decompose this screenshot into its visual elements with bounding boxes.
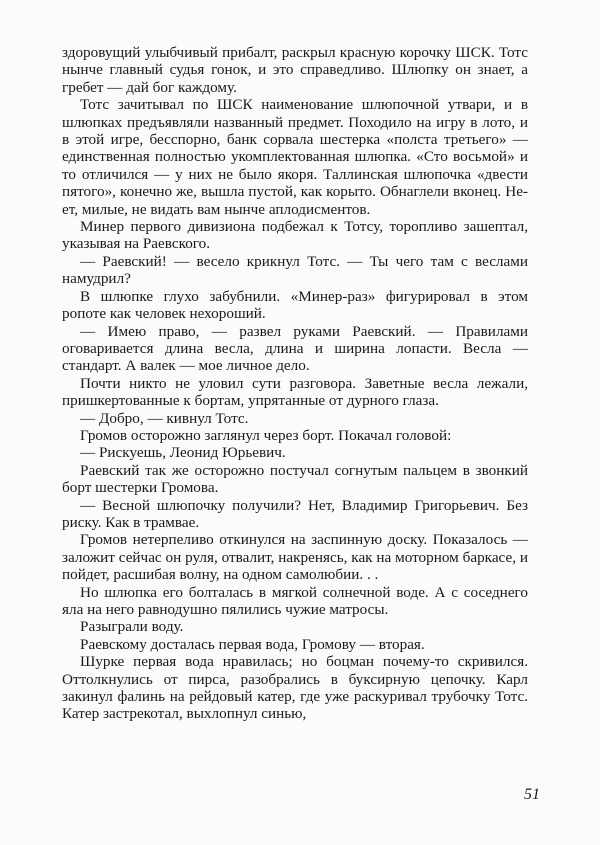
page-number: 51 (524, 786, 540, 803)
paragraph: Почти никто не уловил сути разговора. Заветные весла лежали, пришкертованные к бортам, упрятанные от дурного глаза. (62, 374, 528, 410)
paragraph: Разыграли воду. (80, 618, 184, 636)
paragraph: Шурке первая вода нравилась; но боцман почему-то скривился. Оттолкнулись от пирса, разобрались в буксирную цепочку. Карл закинул фалинь на рейдовый катер, где уже раскуривал трубочку Тотс. Катер застрекотал, выхлопнул синью, (62, 653, 528, 723)
paragraph: Раевскому досталась первая вода, Громову — вторая. (80, 635, 425, 653)
body-text (62, 44, 528, 723)
paragraph: здоровущий улыбчивый прибалт, раскрыл красную корочку ШСК. Тотс нынче главный судья гонок, и это справедливо. Шлюпку он знает, а гребет — дай бог каждому. (62, 44, 528, 96)
paragraph: — Имею право, — развел руками Раевский. — Правилами оговаривается длина весла, длина и ширина лопасти. Весла — стандарт. А валек — мое личное дело. (62, 322, 528, 375)
paragraph: Тотс зачитывал по ШСК наименование шлюпочной утвари, и в шлюпках предъявляли названный предмет. Походило на игру в лото, и в этой игре, бесспорно, банк сорвала шестерка «полста третьего» — единственная полностью укомплектованная шлюпка. «Сто восьмой» и то отличился — у них не было якоря. Таллинская шлюпочка «двести пятого», конечно же, вышла пустой, как корыто. Обнаглели вконец. Не-ет, милые, не видать вам нынче аплодисментов. (62, 96, 528, 218)
paragraph: Раевский так же осторожно постучал согнутым пальцем в звонкий борт шестерки Громова. (62, 461, 528, 497)
paragraph: — Раевский! — весело крикнул Тотс. — Ты чего там с веслами намудрил? (62, 252, 528, 288)
paragraph: — Весной шлюпочку получили? Нет, Владимир Григорьевич. Без риску. Как в трамвае. (62, 496, 528, 531)
paragraph: Громов нетерпеливо откинулся на заспинную доску. Показалось — заложит сейчас он руля, отвалит, накренясь, как на моторном баркасе, и пойдет, расшибая волну, на одном самолюбии. . . (62, 531, 528, 584)
paragraph: — Добро, — кивнул Тотс. (80, 409, 249, 427)
paragraph: Громов осторожно заглянул через борт. Покачал головой: (80, 426, 452, 444)
paragraph: Но шлюпка его болталась в мягкой солнечной воде. А с соседнего яла на него равнодушно пялились чужие матросы. (62, 583, 528, 618)
paragraph: В шлюпке глухо забубнили. «Минер-раз» фигурировал в этом ропоте как человек нехороший. (62, 287, 528, 323)
paragraph: — Рискуешь, Леонид Юрьевич. (80, 444, 286, 462)
paragraph: Минер первого дивизиона подбежал к Тотсу, торопливо зашептал, указывая на Раевского. (62, 218, 528, 253)
